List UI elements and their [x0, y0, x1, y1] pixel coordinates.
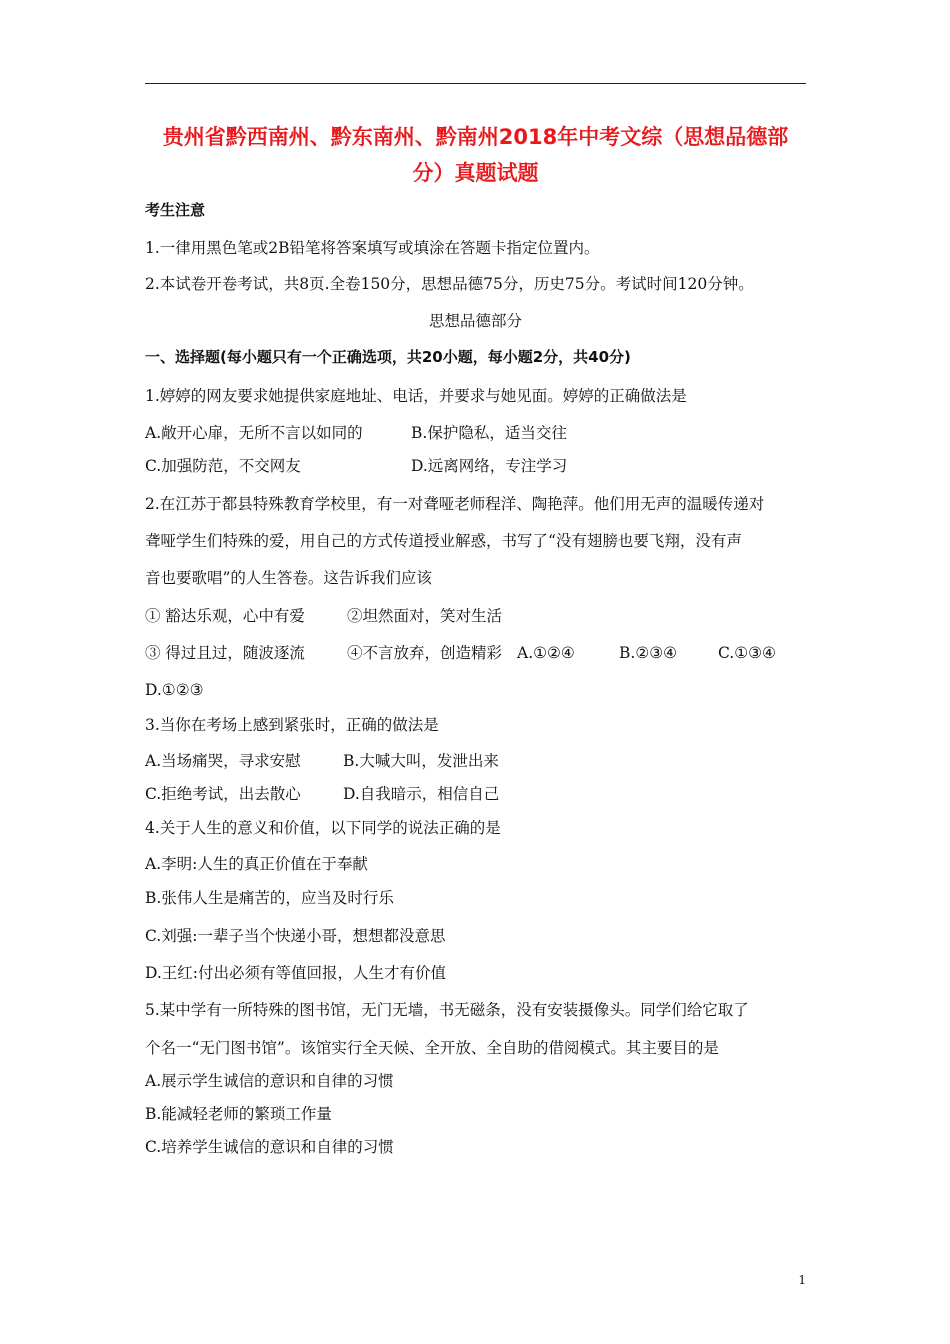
- page-number: 1: [798, 1273, 806, 1287]
- q2-statement-1: ① 豁达乐观，心中有爱: [145, 607, 305, 625]
- q2-option-b: B.②③④: [619, 644, 678, 662]
- q1-option-a: A.敞开心扉，无所不言以如同的: [145, 424, 363, 442]
- q2-option-a: A.①②④: [517, 644, 575, 662]
- q3-stem: 3.当你在考场上感到紧张时，正确的做法是: [145, 716, 439, 734]
- q3-option-d: D.自我暗示，相信自己: [343, 785, 500, 803]
- q1-stem: 1.婷婷的网友要求她提供家庭地址、电话，并要求与她见面。婷婷的正确做法是: [145, 387, 687, 405]
- q4-stem: 4.关于人生的意义和价值，以下同学的说法正确的是: [145, 819, 501, 837]
- notice-item-2: 2.本试卷开卷考试，共8页.全卷150分，思想品德75分，历史75分。考试时间120分钟。: [145, 275, 754, 293]
- notice-item-1: 1.一律用黑色笔或2B铅笔将答案填写或填涂在答题卡指定位置内。: [145, 239, 600, 257]
- q2-stem-line-3: 音也要歌唱”的人生答卷。这告诉我们应该: [145, 569, 432, 587]
- part-title: 思想品德部分: [428, 312, 522, 330]
- document-title-line-2: 分）真题试题: [412, 161, 539, 185]
- q5-option-c: C.培养学生诚信的意识和自律的习惯: [145, 1138, 394, 1156]
- q2-statement-2: ②坦然面对，笑对生活: [347, 607, 503, 625]
- q4-option-d: D.王红:付出必须有等值回报，人生才有价值: [145, 964, 447, 982]
- document-title-line-1: 贵州省黔西南州、黔东南州、黔南州2018年中考文综（思想品德部: [162, 125, 789, 149]
- q2-option-c: C.①③④: [718, 644, 776, 662]
- q2-option-d: D.①②③: [145, 681, 204, 699]
- header-rule: [145, 83, 806, 84]
- q1-option-b: B.保护隐私，适当交往: [411, 424, 567, 442]
- notice-heading: 考生注意: [145, 201, 206, 219]
- q3-option-a: A.当场痛哭，寻求安慰: [145, 752, 301, 770]
- q5-option-b: B.能减轻老师的繁琐工作量: [145, 1105, 332, 1123]
- q2-stem-line-2: 聋哑学生们特殊的爱，用自己的方式传道授业解惑，书写了“没有翅膀也要飞翔，没有声: [145, 532, 742, 550]
- section-heading: 一、选择题(每小题只有一个正确选项，共20小题，每小题2分，共40分): [145, 348, 631, 366]
- q2-statement-4: ④不言放弃，创造精彩: [347, 644, 503, 662]
- q2-stem-line-1: 2.在江苏于都县特殊教育学校里，有一对聋哑老师程洋、陶艳萍。他们用无声的温暖传递对: [145, 495, 765, 513]
- q3-option-b: B.大喊大叫，发泄出来: [343, 752, 499, 770]
- q1-option-c: C.加强防范，不交网友: [145, 457, 301, 475]
- q4-option-a: A.李明:人生的真正价值在于奉献: [145, 855, 368, 873]
- q4-option-b: B.张伟人生是痛苦的，应当及时行乐: [145, 889, 394, 907]
- q5-stem-line-2: 个名一“无门图书馆”。该馆实行全天候、全开放、全自助的借阅模式。其主要目的是: [145, 1039, 719, 1057]
- q5-stem-line-1: 5.某中学有一所特殊的图书馆，无门无墙，书无磁条，没有安装摄像头。同学们给它取了: [145, 1001, 749, 1019]
- q5-option-a: A.展示学生诚信的意识和自律的习惯: [145, 1072, 394, 1090]
- q1-option-d: D.远离网络，专注学习: [411, 457, 568, 475]
- q2-statement-3: ③ 得过且过，随波逐流: [145, 644, 305, 662]
- q3-option-c: C.拒绝考试，出去散心: [145, 785, 301, 803]
- q4-option-c: C.刘强:一辈子当个快递小哥，想想都没意思: [145, 927, 446, 945]
